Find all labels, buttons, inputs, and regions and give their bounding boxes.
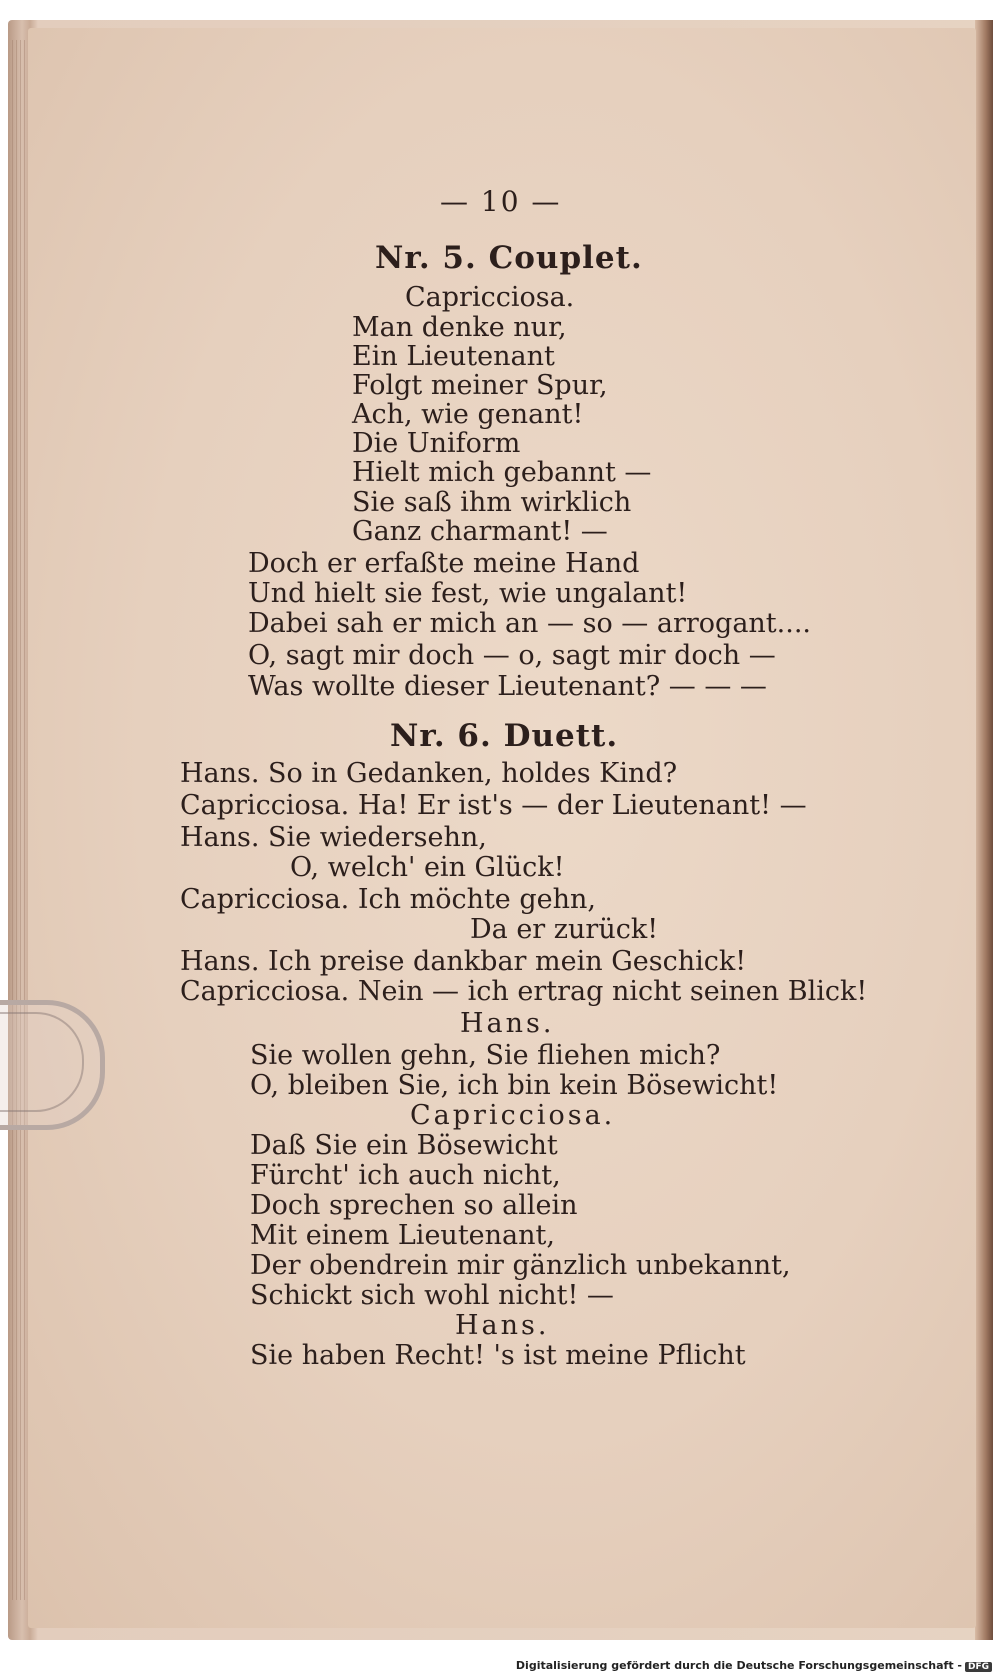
footer-text: Digitalisierung gefördert durch die Deutsche Forschungsgemeinschaft - [515,1659,962,1672]
couplet-line: Ein Lieutenant [352,341,555,372]
section5-speaker: Capricciosa. [405,282,575,313]
dialogue-line: Capricciosa. Ich möchte gehn, [180,884,596,915]
couplet-line: Dabei sah er mich an — so — arrogant.... [248,608,811,639]
couplet-line: Sie saß ihm wirklich [352,487,632,518]
couplet-line: Doch er erfaßte meine Hand [248,548,640,579]
dialogue-line: Hans. Sie wiedersehn, [180,822,487,853]
dialogue-line: Hans. So in Gedanken, holdes Kind? [180,758,678,789]
section6-heading: Nr. 6. Duett. [390,718,619,754]
page-gutter-shadow [975,20,993,1640]
dialogue-line: O, welch' ein Glück! [290,852,565,883]
dialogue-line: Capricciosa. Nein — ich ertrag nicht seinen Blick! [180,976,868,1007]
dialogue-line: Da er zurück! [470,914,659,945]
dialogue-line: Mit einem Lieutenant, [250,1220,555,1251]
couplet-line: Hielt mich gebannt — [352,457,652,488]
dialogue-line: Daß Sie ein Bösewicht [250,1130,558,1161]
couplet-line: Und hielt sie fest, wie ungalant! [248,578,688,609]
dialogue-line: Der obendrein mir gänzlich unbekannt, [250,1250,791,1281]
dialogue-line: Fürcht' ich auch nicht, [250,1160,561,1191]
speaker-hans: Hans. [460,1008,555,1039]
couplet-line: Folgt meiner Spur, [352,370,608,401]
dialogue-line: Doch sprechen so allein [250,1190,578,1221]
couplet-line: Man denke nur, [352,312,567,343]
dialogue-line: O, bleiben Sie, ich bin kein Bösewicht! [250,1070,779,1101]
dialogue-line: Hans. Ich preise dankbar mein Geschick! [180,946,747,977]
dialogue-line: Sie wollen gehn, Sie fliehen mich? [250,1040,721,1071]
couplet-line: Was wollte dieser Lieutenant? — — — [248,671,767,702]
section5-heading: Nr. 5. Couplet. [375,240,643,276]
couplet-line: O, sagt mir doch — o, sagt mir doch — [248,640,776,671]
speaker-capricciosa: Capricciosa. [410,1100,616,1131]
dialogue-line: Capricciosa. Ha! Er ist's — der Lieutenant! — [180,790,807,821]
couplet-line: Ach, wie genant! [352,399,584,430]
speaker-hans: Hans. [455,1310,550,1341]
page-number: — 10 — [440,185,562,218]
dialogue-line: Sie haben Recht! 's ist meine Pflicht [250,1340,746,1371]
dialogue-line: Schickt sich wohl nicht! — [250,1280,614,1311]
couplet-line: Die Uniform [352,428,521,459]
couplet-line: Ganz charmant! — [352,516,608,547]
dfg-logo: DFG [965,1662,992,1672]
digitization-footer [516,1659,992,1672]
